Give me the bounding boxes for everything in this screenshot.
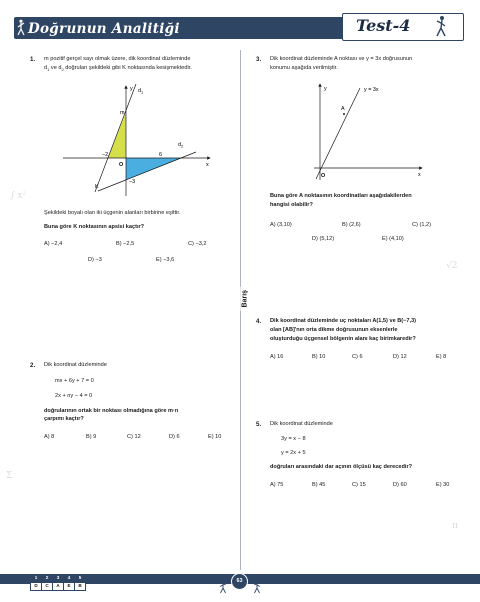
point-k-label: K bbox=[95, 184, 99, 190]
question-prompt: doğrularının ortak bir noktası olmadığına göre m·n bbox=[44, 408, 179, 414]
answer-option[interactable]: B) (2,6) bbox=[342, 222, 361, 228]
answer-key-number: 3 bbox=[56, 574, 60, 580]
test-label: Test-4 bbox=[356, 16, 411, 35]
background-doodle: Σ bbox=[6, 471, 13, 481]
question-number: 5. bbox=[256, 421, 262, 428]
answer-option[interactable]: D) (5,12) bbox=[312, 236, 335, 242]
answer-option[interactable]: E) 8 bbox=[436, 354, 447, 360]
answer-option[interactable]: A) 8 bbox=[44, 434, 55, 440]
x-axis-label: x bbox=[206, 162, 209, 168]
answer-option[interactable]: C) 12 bbox=[127, 434, 141, 440]
answer-option[interactable]: A) −2,4 bbox=[44, 241, 63, 247]
point-a-label: A bbox=[341, 106, 345, 112]
question-text: konumu aşağıda verilmiştir. bbox=[270, 65, 338, 71]
answer-option[interactable]: A) 75 bbox=[270, 482, 284, 488]
d1-label: $d_1$ bbox=[138, 88, 144, 95]
question-text: Dik koordinat düzleminde bbox=[44, 362, 107, 368]
runner-figure-icon bbox=[16, 19, 26, 37]
line-label: y = 3x bbox=[364, 87, 379, 93]
answer-key-number: 2 bbox=[45, 574, 49, 580]
answer-option[interactable]: E) −3,6 bbox=[156, 257, 175, 263]
page-header bbox=[0, 0, 480, 46]
answer-key-letter: A bbox=[53, 582, 64, 590]
answer-key-number: 5 bbox=[78, 574, 82, 580]
question-prompt: doğruları arasındaki dar açının ölçüsü kaç derecedir? bbox=[270, 464, 413, 470]
answer-option[interactable]: E) 30 bbox=[436, 482, 450, 488]
x-axis-label: x bbox=[418, 172, 421, 178]
answer-option[interactable]: C) −3,2 bbox=[188, 241, 207, 247]
answer-key-table bbox=[30, 574, 86, 591]
answer-key-letter: D bbox=[31, 582, 42, 590]
equation: 3y = x − 8 bbox=[281, 436, 306, 442]
equation: mx + 6y + 7 = 0 bbox=[55, 378, 94, 384]
background-doodle: ∫ x² bbox=[10, 191, 27, 201]
question-statement: Şekildeki boyalı olan iki üçgenin alanları birbirine eşittir. bbox=[44, 210, 181, 216]
answer-option[interactable]: A) 16 bbox=[270, 354, 284, 360]
answer-option[interactable]: E) 10 bbox=[208, 434, 222, 440]
question-prompt: olan [AB]'nın orta dikme doğrusunun eksenlerle bbox=[270, 327, 398, 333]
answer-option[interactable]: D) 60 bbox=[393, 482, 407, 488]
question-text: $d_1$ ve $d_2$ doğruları şekildeki gibi K noktasında kesişmektedir. bbox=[44, 65, 192, 73]
d2-label: $d_2$ bbox=[178, 142, 184, 149]
origin-label: O bbox=[119, 162, 124, 168]
answer-key-number: 1 bbox=[34, 574, 38, 580]
runner-figure-icon bbox=[434, 15, 448, 39]
equation: y = 2x + 5 bbox=[281, 450, 306, 456]
question-text: Dik koordinat düzleminde bbox=[270, 421, 333, 427]
answer-option[interactable]: B) 9 bbox=[86, 434, 97, 440]
question-text: Dik koordinat düzleminde A noktası ve y = 3x doğrusunun bbox=[270, 56, 413, 62]
answer-option[interactable]: A) (3,10) bbox=[270, 222, 292, 228]
question-number: 1. bbox=[30, 56, 36, 63]
tick-label: 6 bbox=[159, 152, 162, 158]
question-prompt: Buna göre A noktasının koordinatları aşağıdakilerden bbox=[270, 193, 412, 199]
answer-option[interactable]: D) −3 bbox=[88, 257, 102, 263]
question-number: 4. bbox=[256, 318, 262, 325]
y-axis-label: y bbox=[130, 86, 133, 92]
answer-key-letter: E bbox=[64, 582, 75, 590]
page-number: 63 bbox=[231, 573, 248, 590]
answer-key-letter: C bbox=[42, 582, 53, 590]
question-prompt: Buna göre K noktasının apsisi kaçtır? bbox=[44, 224, 145, 230]
answer-option[interactable]: C) 6 bbox=[352, 354, 363, 360]
figure-icon bbox=[252, 580, 262, 594]
answer-option[interactable]: D) 12 bbox=[393, 354, 407, 360]
answer-option[interactable]: B) 45 bbox=[312, 482, 326, 488]
origin-label: O bbox=[321, 173, 326, 179]
answer-option[interactable]: C) 15 bbox=[352, 482, 366, 488]
line-y-3x bbox=[316, 88, 360, 179]
page-title: Doğrunun Analitiği bbox=[28, 21, 180, 37]
background-doodle: π bbox=[452, 521, 458, 531]
question-text: m pozitif gerçel sayı olmak üzere, dik koordinat düzleminde bbox=[44, 56, 191, 62]
answer-option[interactable]: D) 6 bbox=[169, 434, 180, 440]
question-prompt: hangisi olabilir? bbox=[270, 202, 313, 208]
brand-label: Barış bbox=[240, 287, 249, 311]
equation: 2x + ny − 4 = 0 bbox=[55, 393, 93, 399]
m-label: m bbox=[120, 110, 125, 116]
question-prompt: oluşturduğu üçgensel bölgenin alanı kaç birimkaredir? bbox=[270, 336, 416, 342]
background-doodle: √2 bbox=[446, 261, 458, 271]
question-number: 3. bbox=[256, 56, 262, 63]
point-a bbox=[343, 113, 345, 115]
question-number: 2. bbox=[30, 362, 36, 369]
tick-label: −2 bbox=[102, 152, 109, 158]
q3-coordinate-figure bbox=[300, 80, 430, 184]
figure-icon bbox=[218, 580, 228, 594]
q1-coordinate-figure bbox=[58, 80, 218, 198]
answer-option[interactable]: B) 10 bbox=[312, 354, 326, 360]
answer-key-letter: B bbox=[75, 582, 86, 590]
question-prompt: çarpımı kaçtır? bbox=[44, 416, 84, 422]
answer-option[interactable]: C) (1,2) bbox=[412, 222, 431, 228]
answer-key-number: 4 bbox=[67, 574, 71, 580]
answer-option[interactable]: E) (4,10) bbox=[382, 236, 404, 242]
question-prompt: Dik koordinat düzleminde uç noktaları A(1,5) ve B(−7,3) bbox=[270, 318, 417, 324]
tick-label: −3 bbox=[129, 179, 136, 185]
y-axis-label: y bbox=[324, 86, 327, 92]
answer-option[interactable]: B) −2,5 bbox=[116, 241, 135, 247]
